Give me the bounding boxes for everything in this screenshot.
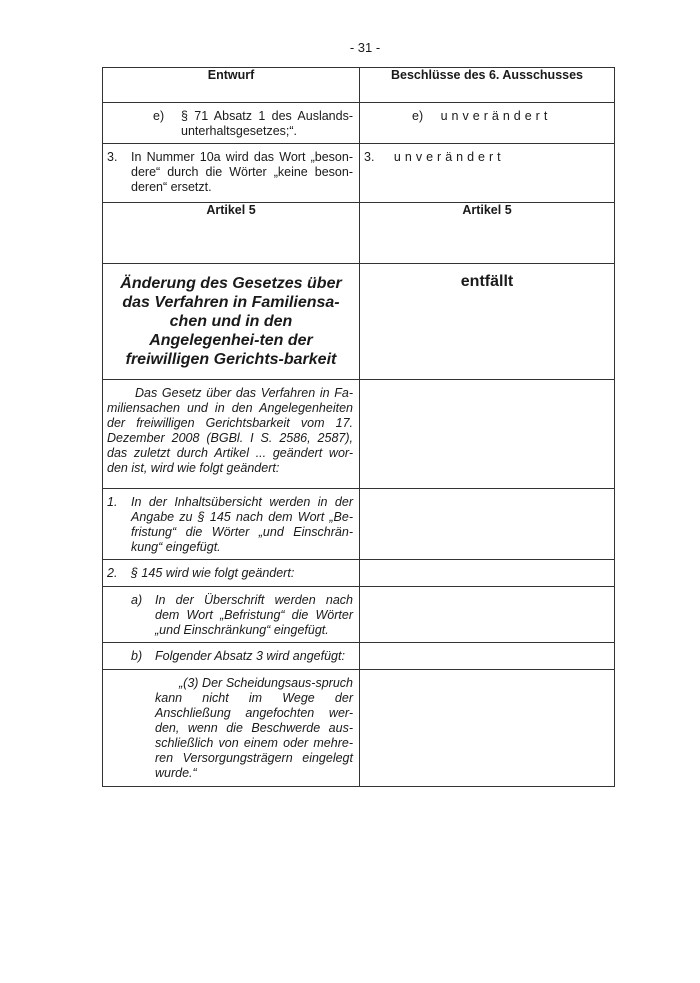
header-row <box>103 68 615 103</box>
item-e-draft: e) § 71 Absatz 1 des Auslands-unterhaltsgesetzes;“. <box>153 109 353 138</box>
table-row <box>103 264 615 380</box>
item-2-draft: 2. § 145 wird wie folgt geändert: <box>107 566 295 580</box>
article-title-draft: Änderung des Gesetzes über das Verfahren in Familiensa-chen und in den Angelegenhei-ten der freiwilligen Gerichts-barkeit <box>120 275 342 368</box>
item-a-draft: a) In der Überschrift werden nach dem Wort „Befristung“ die Wörter „und Einschränkung“ eingefügt. <box>131 593 353 637</box>
article-heading-committee: Artikel 5 <box>360 203 615 264</box>
table-row <box>103 643 615 670</box>
column-header-draft: Entwurf <box>103 68 360 103</box>
synopsis-table <box>102 67 615 787</box>
item-b-draft: b) Folgender Absatz 3 wird angefügt: <box>131 649 345 663</box>
article-title-committee: entfällt <box>460 273 514 290</box>
table-row <box>103 560 615 587</box>
intro-text: Das Gesetz über das Verfahren in Fa-miliensachen und in den Angelegenheiten der freiwilligen Gerichtsbarkeit vom 17. Dezember 2008 (BGBl. I S. 2586, 2587), das zuletzt durch Artikel ... geändert wor-den ist, wird wie folgt geändert: <box>107 386 353 475</box>
item-3-committee: 3. unverändert <box>364 150 505 164</box>
table-row <box>103 203 615 264</box>
table-row <box>103 144 615 203</box>
item-1-draft: 1. In der Inhaltsübersicht werden in der Angabe zu § 145 nach dem Wort „Be-fristung“ die Wörter „und Einschrän-kung“ eingefügt. <box>107 495 353 554</box>
column-header-committee: Beschlüsse des 6. Ausschusses <box>360 68 615 103</box>
item-3-draft: 3. In Nummer 10a wird das Wort „beson-dere“ durch die Wörter „keine beson-deren“ ersetzt. <box>107 150 353 194</box>
item-e-committee: e) unverändert <box>412 109 552 123</box>
table-row <box>103 489 615 560</box>
table-row <box>103 670 615 787</box>
table-row <box>103 103 615 144</box>
table-row <box>103 380 615 489</box>
table-row <box>103 587 615 643</box>
new-paragraph-3: „(3) Der Scheidungsaus-spruch kann nicht im Wege der Anschließung angefochten wer-den, wenn die Beschwerde aus-schließlich von einem oder mehre-ren Versorgungsträgern eingelegt wurde.“ <box>155 676 353 780</box>
page-number: - 31 - <box>349 40 381 55</box>
article-heading-draft: Artikel 5 <box>103 203 360 264</box>
